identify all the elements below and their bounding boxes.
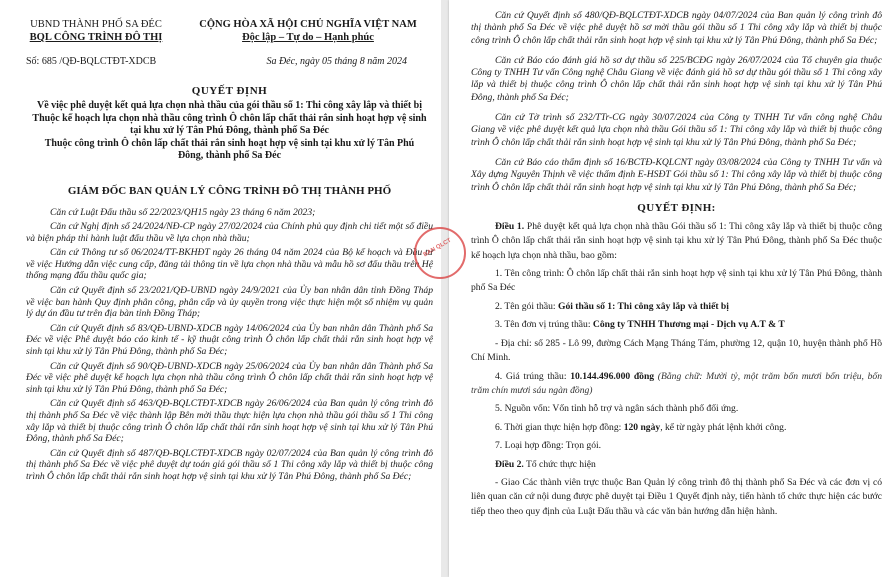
article-2-text: Tổ chức thực hiện xyxy=(523,458,596,470)
national-heading xyxy=(183,18,433,44)
item-bidder-value: Công ty TNHH Thương mại - Dịch vụ A.T & T xyxy=(592,319,785,331)
number-date-line xyxy=(26,56,433,67)
subject-line-2: Thuộc kế hoạch lựa chọn nhà thầu công trình Ô chôn lấp chất thải rắn sinh hoạt hợp vệ sinh tại khu xử lý Tân Phú Đông, thành phố Sa Đéc xyxy=(32,112,427,136)
legal-basis: Căn cứ Quyết định số 487/QĐ-BQLCTĐT-XDCB ngày 02/07/2024 của Ban quản lý công trình đô thị thành phố Sa Đéc về việc phê duyệt dự toán giá gói thầu số 1 Thi công xây lắp và thiết bị thuộc công trình Ô chôn lấp chất thải rắn sinh hoạt hợp vệ sinh tại khu xử lý Tân Phú Đông, thành phố Sa Đéc; xyxy=(26,447,433,482)
item-contract-price xyxy=(471,370,882,399)
document-page-left xyxy=(0,0,441,577)
article-1 xyxy=(471,220,882,263)
document-date: Sa Đéc, ngày 05 tháng 8 năm 2024 xyxy=(266,56,407,67)
document-title: QUYẾT ĐỊNH xyxy=(191,85,268,97)
issuing-authority: GIÁM ĐỐC BAN QUẢN LÝ CÔNG TRÌNH ĐÔ THỊ THÀNH PHỐ xyxy=(67,184,392,197)
decision-heading: QUYẾT ĐỊNH: xyxy=(637,201,716,214)
item-price-label: 4. Giá trúng thầu: xyxy=(495,370,571,382)
item-package-value: Gói thầu số 1: Thi công xây lắp và thiết bị xyxy=(557,300,729,312)
agency-line-1: UBND THÀNH PHỐ SA ĐÉC xyxy=(30,19,162,30)
document-page-right xyxy=(449,0,888,577)
page-gap xyxy=(441,0,449,577)
item-duration-value: 120 ngày xyxy=(623,421,661,433)
agency-line-2: BQL CÔNG TRÌNH ĐÔ THỊ xyxy=(29,32,163,43)
item-bidder-label: 3. Tên đơn vị trúng thầu: xyxy=(495,319,593,331)
red-seal-stamp xyxy=(414,227,466,279)
item-duration xyxy=(471,421,882,435)
document-header xyxy=(26,18,433,44)
article-2-body: - Giao Các thành viên trực thuộc Ban Quản lý công trình đô thị thành phố Sa Đéc và các đơn vị có liên quan căn cứ nội dung được phê duyệt tại Điều 1 Quyết định này, tiến hành tổ chức thực hiện các bước tiếp theo theo quy định của Luật Đấu thầu và các văn bản hướng dẫn hiện hành. xyxy=(471,476,882,517)
legal-basis: Căn cứ Báo cáo đánh giá hồ sơ dự thầu số 225/BCĐG ngày 26/07/2024 của Tổ chuyên gia thuộc Công ty TNHH Tư vấn Công nghệ Châu Giang về việc đánh giá hồ sơ dự thầu gói thầu số 1 Thi công xây lắp và thiết bị thuộc công trình Ô chôn lấp chất thải rắn sinh hoạt hợp vệ sinh tại khu xử lý Tân Phú Đông, thành phố Sa Đéc; xyxy=(471,54,882,103)
legal-basis: Căn cứ Quyết định số 90/QĐ-UBND-XDCB ngày 25/06/2024 của Ủy ban nhân dân Thành phố Sa Đéc về việc phê duyệt kế hoạch lựa chọn nhà thầu công trình Ô chôn lấp chất thải rắn sinh hoạt hợp vệ sinh tại khu xử lý Tân Phú Đông, thành phố Sa Đéc; xyxy=(26,360,433,395)
item-duration-label: 6. Thời gian thực hiện hợp đồng: xyxy=(495,421,624,433)
item-project-name: 1. Tên công trình: Ô chôn lấp chất thải rắn sinh hoạt hợp vệ sinh tại khu xử lý Tân Phú Đông, thành phố Sa Đéc xyxy=(471,268,882,294)
legal-basis: Căn cứ Tờ trình số 232/TTr-CG ngày 30/07/2024 của Công ty TNHH Tư vấn công nghệ Châu Giang về việc phê duyệt kết quả lựa chọn nhà thầu Gói thầu số 1: Thi công xây lắp và thiết bị thuộc công trình Ô chôn lấp chất thải rắn sinh hoạt hợp vệ sinh tại khu xử lý Tân Phú Đông, thành phố Sa Đéc; xyxy=(471,112,882,148)
item-price-words: (Bằng chữ: Mười tỷ, một trăm bốn mươi bốn triệu, bốn trăm chín mươi sáu ngàn đồng) xyxy=(471,370,882,396)
seal-lettering: BAN QLCT xyxy=(422,237,453,259)
document-number: Số: 685 /QĐ-BQLCTĐT-XDCB xyxy=(26,56,157,67)
item-winning-bidder xyxy=(471,318,882,332)
legal-basis: Căn cứ Quyết định số 83/QĐ-UBND-XDCB ngày 14/06/2024 của Ủy ban nhân dân Thành phố Sa Đéc về việc Phê duyệt báo cáo kinh tế - kỹ thuật công trình Ô chôn lấp chất thải rắn sinh hoạt hợp vệ sinh tại khu xử lý Tân Phú Đông, thành phố Sa Đéc; xyxy=(26,322,433,358)
nation-motto: Độc lập – Tự do – Hạnh phúc xyxy=(242,32,374,43)
item-address: - Địa chỉ: số 285 - Lô 99, đường Cách Mạng Tháng Tám, phường 12, quận 10, huyện thành phố Hồ Chí Minh. xyxy=(471,337,882,364)
legal-basis: Căn cứ Nghị định số 24/2024/NĐ-CP ngày 27/02/2024 của Chính phủ quy định chi tiết một số điều và biện pháp thi hành luật đấu thầu về lựa chọn nhà thầu; xyxy=(26,221,433,244)
item-price-value: 10.144.496.000 đồng xyxy=(570,370,655,382)
legal-basis: Căn cứ Quyết định số 23/2021/QĐ-UBND ngày 24/9/2021 của Ủy ban nhân dân tỉnh Đồng Tháp về việc ban hành Quy định phân công, phân cấp và ủy quyền trong việc thực hiện một số nhiệm vụ quản lý dự án đầu tư trên địa bàn tỉnh Đồng Tháp; xyxy=(26,285,433,320)
legal-basis: Căn cứ Báo cáo thẩm định số 16/BCTĐ-KQLCNT ngày 03/08/2024 của Công ty TNHH Tư vấn và Xây dựng Nguyên Thịnh về việc thẩm định E-HSĐT Gói thầu số 1: Thi công xây lắp và thiết bị thuộc công trình Ô chôn lấp chất thải rắn sinh hoạt hợp vệ sinh tại khu xử lý Tân Phú Đông, thành phố Sa Đéc; xyxy=(471,156,882,193)
article-1-text: Phê duyệt kết quả lựa chọn nhà thầu Gói thầu số 1: Thi công xây lắp và thiết bị thuộc công trình Ô chôn lấp chất thải rắn sinh hoạt hợp vệ sinh tại khu xử lý Tân Phú Đông, thành phố Sa Đéc thuộc kế hoạch lựa chọn nhà thầu, bao gồm: xyxy=(471,220,883,261)
item-package-label: 2. Tên gói thầu: xyxy=(495,300,558,312)
item-contract-type: 7. Loại hợp đồng: Trọn gói. xyxy=(495,440,602,452)
legal-basis: Căn cứ Quyết định số 480/QĐ-BQLCTĐT-XDCB ngày 04/07/2024 của Ban quản lý công trình đô thị thành phố Sa Đéc về việc phê duyệt hồ sơ mời thầu gói thầu số 1 Thi công xây lắp và thiết bị thuộc công trình Ô chôn lấp chất thải rắn sinh hoạt hợp vệ sinh tại khu xử lý Tân Phú Đông, thành phố Sa Đéc; xyxy=(471,10,882,46)
legal-basis: Căn cứ Luật Đấu thầu số 22/2023/QH15 ngày 23 tháng 6 năm 2023; xyxy=(50,206,316,218)
document-subject xyxy=(26,100,433,163)
legal-basis: Căn cứ Thông tư số 06/2024/TT-BKHĐT ngày 26 tháng 04 năm 2024 của Bộ kế hoạch và Đầu tư về việc Hướng dẫn việc cung cấp, đăng tải thông tin về lựa chọn nhà thầu và mẫu hồ sơ đấu thầu trên Hệ thống mạng đấu thầu quốc gia; xyxy=(26,247,433,282)
subject-line-3: Thuộc công trình Ô chôn lấp chất thải rắn sinh hoạt hợp vệ sinh tại khu xử lý Tân Phú Đông, thành phố Sa Đéc xyxy=(44,137,415,161)
article-2 xyxy=(471,458,882,472)
issuing-agency xyxy=(26,18,166,44)
nation-line-1: CỘNG HÒA XÃ HỘI CHỦ NGHĨA VIỆT NAM xyxy=(199,19,417,30)
item-duration-rest: , kể từ ngày phát lệnh khởi công. xyxy=(660,421,787,433)
legal-basis: Căn cứ Quyết định số 463/QĐ-BQLCTĐT-XDCB ngày 26/06/2024 của Ban quản lý công trình đô thị thành phố Sa Đéc về việc thành lập Bên mời thầu thực hiện lựa chọn nhà thầu gói thầu số 1 Thi công xây lắp và thiết bị thuộc công trình Ô chôn lấp chất thải rắn sinh hoạt hợp vệ sinh tại khu xử lý Tân Phú Đông, thành phố Sa Đéc; xyxy=(26,398,433,445)
article-2-label: Điều 2. xyxy=(495,458,524,470)
subject-line-1: Về việc phê duyệt kết quả lựa chọn nhà thầu của gói thầu số 1: Thi công xây lắp và thiết bị xyxy=(36,100,423,111)
item-funding: 5. Nguồn vốn: Vốn tỉnh hỗ trợ và ngân sách thành phố đối ứng. xyxy=(495,403,739,415)
item-package-name xyxy=(471,300,882,314)
article-1-label: Điều 1. xyxy=(495,220,525,232)
